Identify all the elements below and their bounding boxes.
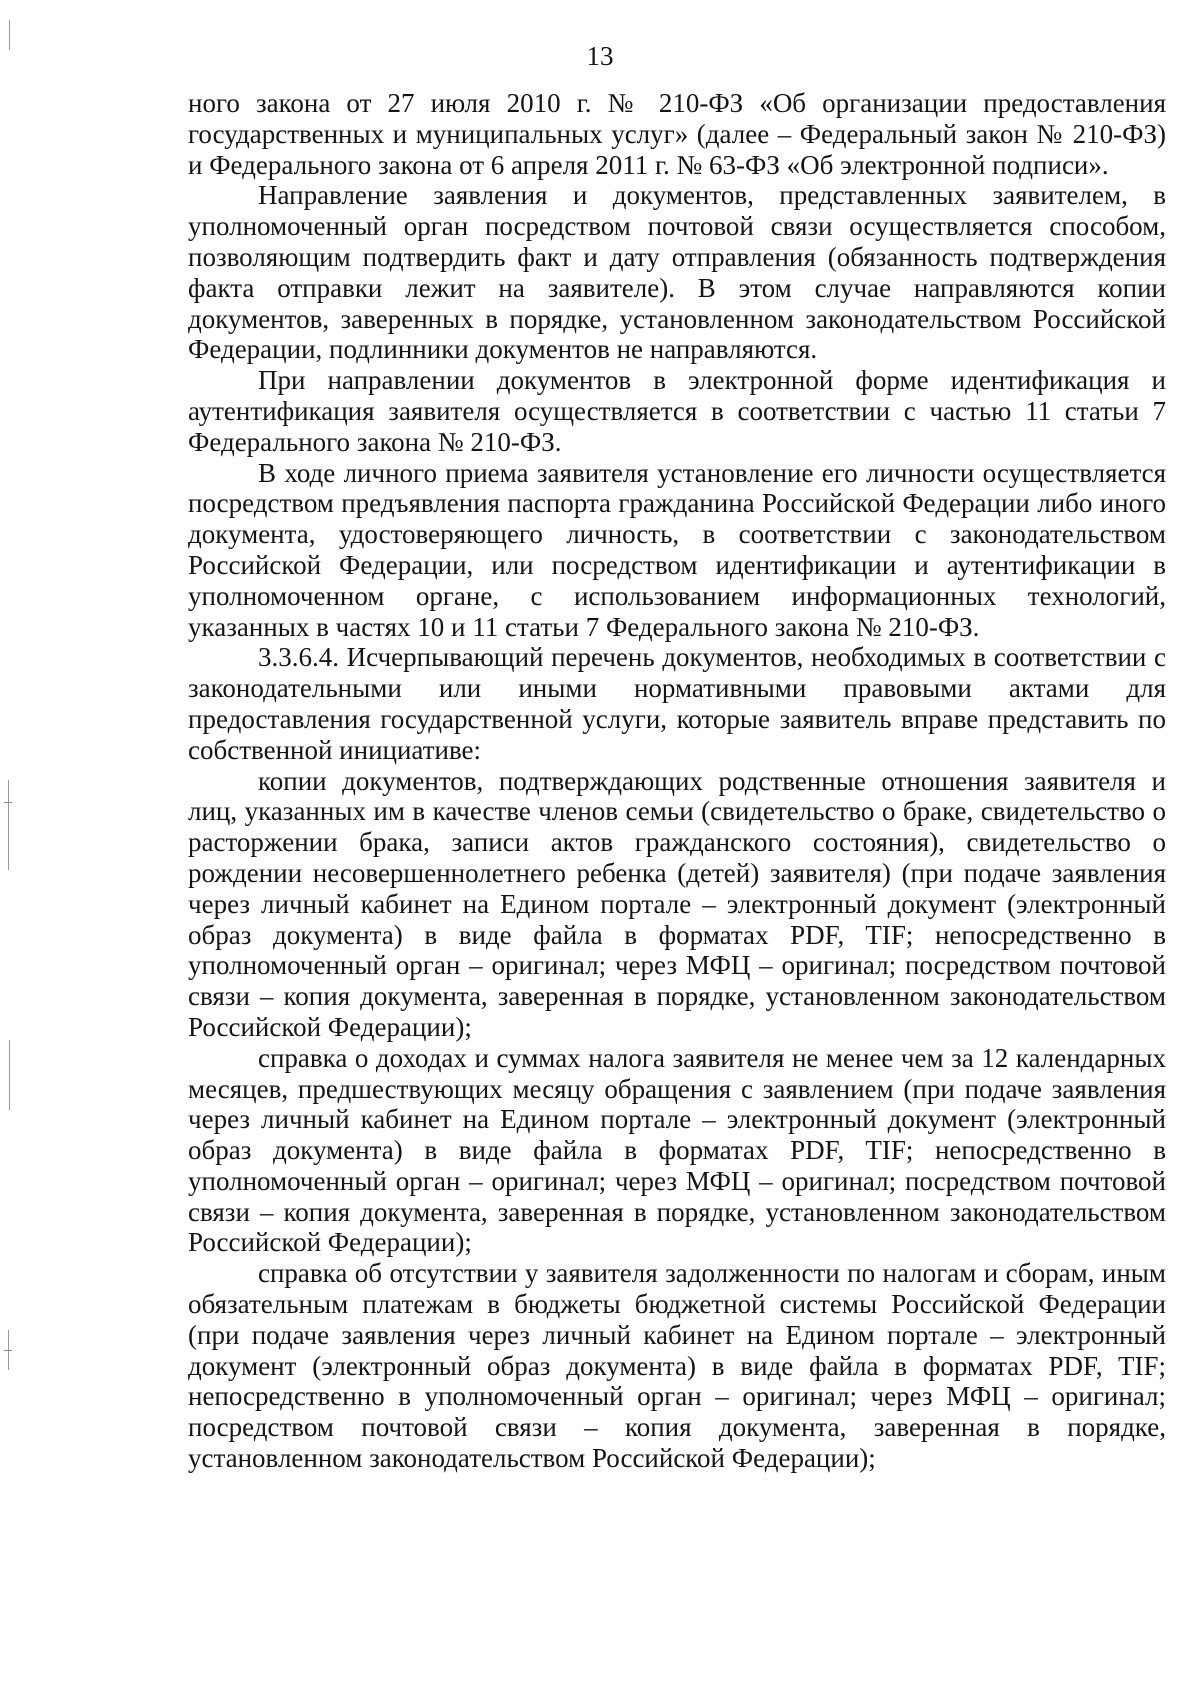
list-item-no-debt-certificate: справка об отсутствии у заявителя задолженности по налогам и сборам, иным обязательным платежам в бюджеты бюджетной системы Российской Федерации (при подаче заявления через личный кабинет на Едином портале – электронный документ (электронный образ документа) в виде файла в форматах PDF, TIF; непосредственно в уполномоченный орган – оригинал; через МФЦ – оригинал; посредством почтовой связи – копия документа, заверенная в порядке, установленном законодательством Российской Федерации); — [188, 1258, 1166, 1474]
list-item-income-certificate: справка о доходах и суммах налога заявителя не менее чем за 12 календарных месяцев, предшествующих месяцу обращения с заявлением (при подаче заявления через личный кабинет на Едином портале – электронный документ (электронный образ документа) в виде файла в форматах PDF, TIF; непосредственно в уполномоченный орган – оригинал; через МФЦ – оригинал; посредством почтовой связи – копия документа, заверенная в порядке, установленном законодательством Российской Федерации); — [188, 1042, 1166, 1258]
paragraph-personal-reception: В ходе личного приема заявителя установление его личности осуществляется посредством предъявления паспорта гражданина Российской Федерации либо иного документа, удостоверяющего личность, в соответствии с законодательством Российской Федерации, или посредством идентификации и аутентификации в уполномоченном органе, с использованием информационных технологий, указанных в частях 10 и 11 статьи 7 Федерального закона № 210-ФЗ. — [188, 457, 1166, 642]
scan-margin-artifacts — [0, 0, 60, 1697]
list-item-kinship-documents: копии документов, подтверждающих родственные отношения заявителя и лиц, указанных им в качестве членов семьи (свидетельство о браке, свидетельство о расторжении брака, записи актов гражданского состояния), свидетельство о рождении несовершеннолетнего ребенка (детей) заявителя) (при подаче заявления через личный кабинет на Едином портале – электронный документ (электронный образ документа) в виде файла в форматах PDF, TIF; непосредственно в уполномоченный орган – оригинал; через МФЦ – оригинал; посредством почтовой связи – копия документа, заверенная в порядке, установленном законодательством Российской Федерации); — [188, 765, 1166, 1042]
paragraph-continued: ного закона от 27 июля 2010 г. № 210-ФЗ «Об организации предоставления государственных и муниципальных услуг» (далее – Федеральный закон № 210-ФЗ) и Федерального закона от 6 апреля 2011 г. № 63-ФЗ «Об электронной подписи». — [188, 88, 1166, 180]
paragraph-postal-submission: Направление заявления и документов, представленных заявителем, в уполномоченный орган посредством почтовой связи осуществляется способом, позволяющим подтвердить факт и дату отправления (обязанность подтверждения факта отправки лежит на заявителе). В этом случае направляются копии документов, заверенных в порядке, установленном законодательством Российской Федерации, подлинники документов не направляются. — [188, 180, 1166, 365]
page-number: 13 — [586, 41, 614, 71]
document-body — [188, 88, 1166, 1474]
paragraph-section-3-3-6-4: 3.3.6.4. Исчерпывающий перечень документов, необходимых в соответствии с законодательными или иными нормативными правовыми актами для предоставления государственной услуги, которые заявитель вправе представить по собственной инициативе: — [188, 642, 1166, 765]
paragraph-electronic-identification: При направлении документов в электронной форме идентификация и аутентификация заявителя осуществляется в соответствии с частью 11 статьи 7 Федерального закона № 210-ФЗ. — [188, 365, 1166, 457]
